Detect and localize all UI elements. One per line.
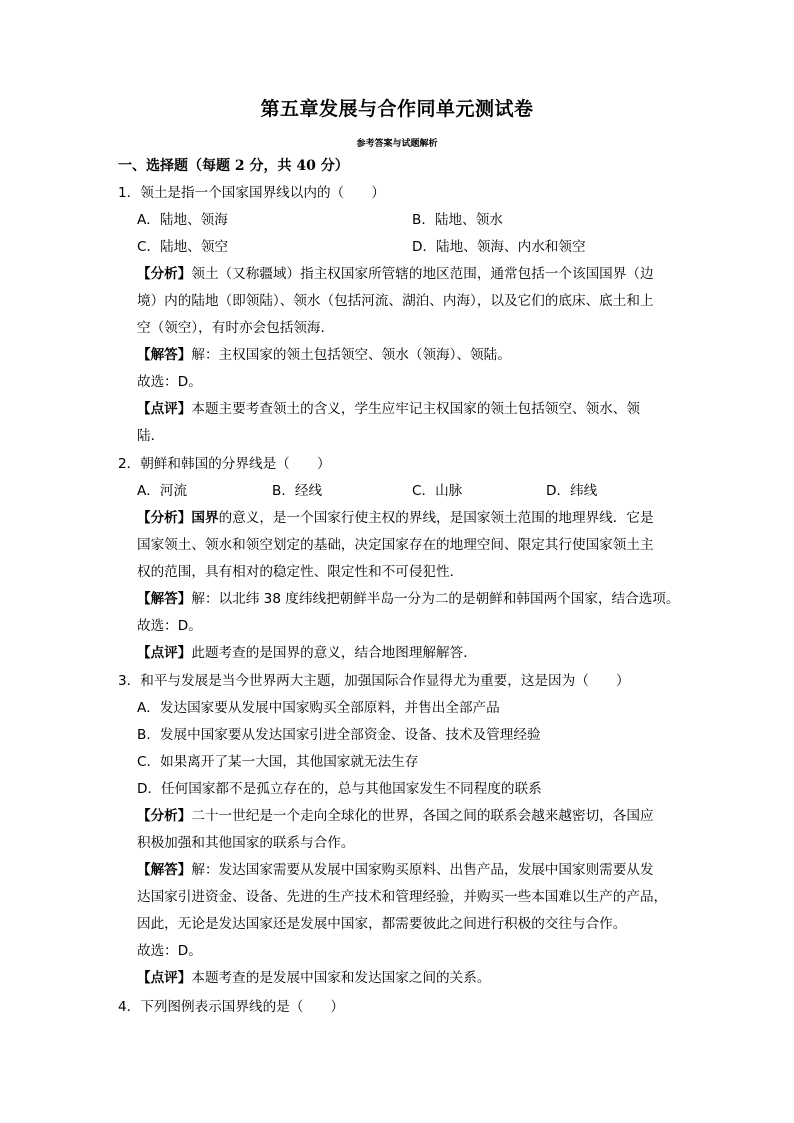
comment-tag: 【点评】 — [137, 645, 192, 661]
answer-tag: 【解答】 — [137, 347, 192, 363]
q1-comment-text: 本题主要考查领土的含义，学生应牢记主权国家的领土包括领空、领水、领 — [191, 401, 640, 417]
page-title: 第五章发展与合作同单元测试卷 — [260, 98, 534, 120]
q2-option-c: C．山脉 — [412, 483, 463, 499]
q1-answer-line — [137, 346, 511, 364]
answer-tag: 【解答】 — [137, 591, 192, 607]
q2-option-b: B．经线 — [272, 483, 323, 499]
analysis-tag: 【分析】 — [137, 808, 192, 824]
q3-option-a: A．发达国家要从发展中国家购买全部原料，并售出全部产品 — [137, 700, 500, 716]
q2-answer-line — [137, 590, 680, 608]
q4-stem: 4．下列图例表示国界线的是（ ） — [118, 999, 345, 1015]
q2-choice: 故选：D。 — [137, 618, 202, 634]
q3-answer-text: 解：发达国家需要从发展中国家购买原料、出售产品，发展中国家则需要从发 — [191, 862, 654, 878]
answer-tag: 【解答】 — [137, 862, 192, 878]
q3-answer-line-2: 达国家引进资金、设备、先进的生产技术和管理经验，并购买一些本国难以生产的产品， — [137, 889, 668, 905]
q2-option-d: D．纬线 — [546, 483, 598, 499]
q3-analysis-line — [137, 807, 654, 825]
section-heading: 一、选择题（每题 2 分，共 40 分） — [118, 158, 349, 174]
q1-analysis-line-3: 空（领空），有时亦会包括领海． — [137, 320, 335, 336]
q2-analysis-line-2: 国家领土、领水和领空划定的基础，决定国家存在的地理空间、限定其行使国家领土主 — [137, 537, 654, 553]
q1-option-b: B．陆地、领水 — [412, 212, 503, 228]
q2-comment-text: 此题考查的是国界的意义，结合地图理解解答． — [191, 645, 477, 661]
q3-analysis-text: 二十一世纪是一个走向全球化的世界，各国之间的联系会越来越密切，各国应 — [191, 808, 654, 824]
analysis-tag: 【分析】 — [137, 510, 192, 526]
q1-option-a: A．陆地、领海 — [137, 212, 228, 228]
q3-option-d: D．任何国家都不是孤立存在的，总与其他国家发生不同程度的联系 — [137, 781, 542, 797]
q1-analysis-text: 领土（又称疆域）指主权国家所管辖的地区范围，通常包括一个该国国界（边 — [191, 266, 654, 282]
q1-choice: 故选：D。 — [137, 374, 202, 390]
q1-comment-line — [137, 400, 640, 418]
q3-stem: 3．和平与发展是当今世界两大主题，加强国际合作显得尤为重要，这是因为（ ） — [118, 673, 630, 689]
q2-answer-text: 解：以北纬 38 度纬线把朝鲜半岛一分为二的是朝鲜和韩国两个国家，结合选项。 — [191, 591, 680, 607]
q3-choice: 故选：D。 — [137, 943, 202, 959]
q1-stem: 1．领土是指一个国家国界线以内的（ ） — [118, 185, 385, 201]
q2-comment-line — [137, 644, 477, 662]
comment-tag: 【点评】 — [137, 970, 192, 986]
q3-option-c: C．如果离开了某一大国，其他国家就无法生存 — [137, 754, 419, 770]
q2-analysis-text: 的意义，是一个国家行使主权的界线，是国家领土范围的地理界线．它是 — [218, 510, 654, 526]
q3-answer-line — [137, 861, 654, 879]
comment-tag: 【点评】 — [137, 401, 192, 417]
q3-comment-line — [137, 969, 490, 987]
q1-analysis-line-2: 境）内的陆地（即领陆）、领水（包括河流、湖泊、内海），以及它们的底床、底土和上 — [137, 293, 654, 309]
q3-answer-line-3: 因此，无论是发达国家还是发展中国家，都需要彼此之间进行积极的交往与合作。 — [137, 916, 627, 932]
q1-comment-line-2: 陆． — [137, 428, 165, 444]
q2-stem: 2．朝鲜和韩国的分界线是（ ） — [118, 456, 331, 472]
q2-analysis-line — [137, 509, 654, 527]
q1-analysis-line — [137, 265, 654, 283]
q1-answer-text: 解：主权国家的领土包括领空、领水（领海）、领陆。 — [191, 347, 511, 363]
q3-comment-text: 本题考查的是发展中国家和发达国家之间的关系。 — [191, 970, 491, 986]
q3-option-b: B．发展中国家要从发达国家引进全部资金、设备、技术及管理经验 — [137, 727, 541, 743]
q1-option-d: D．陆地、领海、内水和领空 — [412, 239, 586, 255]
q2-option-a: A．河流 — [137, 483, 188, 499]
q1-option-c: C．陆地、领空 — [137, 239, 229, 255]
page-subtitle: 参考答案与试题解析 — [356, 139, 438, 149]
q2-analysis-bold: 国界 — [191, 510, 219, 526]
q3-analysis-line-2: 积极加强和其他国家的联系与合作。 — [137, 835, 355, 851]
analysis-tag: 【分析】 — [137, 266, 192, 282]
q2-analysis-line-3: 权的范围，具有相对的稳定性、限定性和不可侵犯性． — [137, 564, 464, 580]
